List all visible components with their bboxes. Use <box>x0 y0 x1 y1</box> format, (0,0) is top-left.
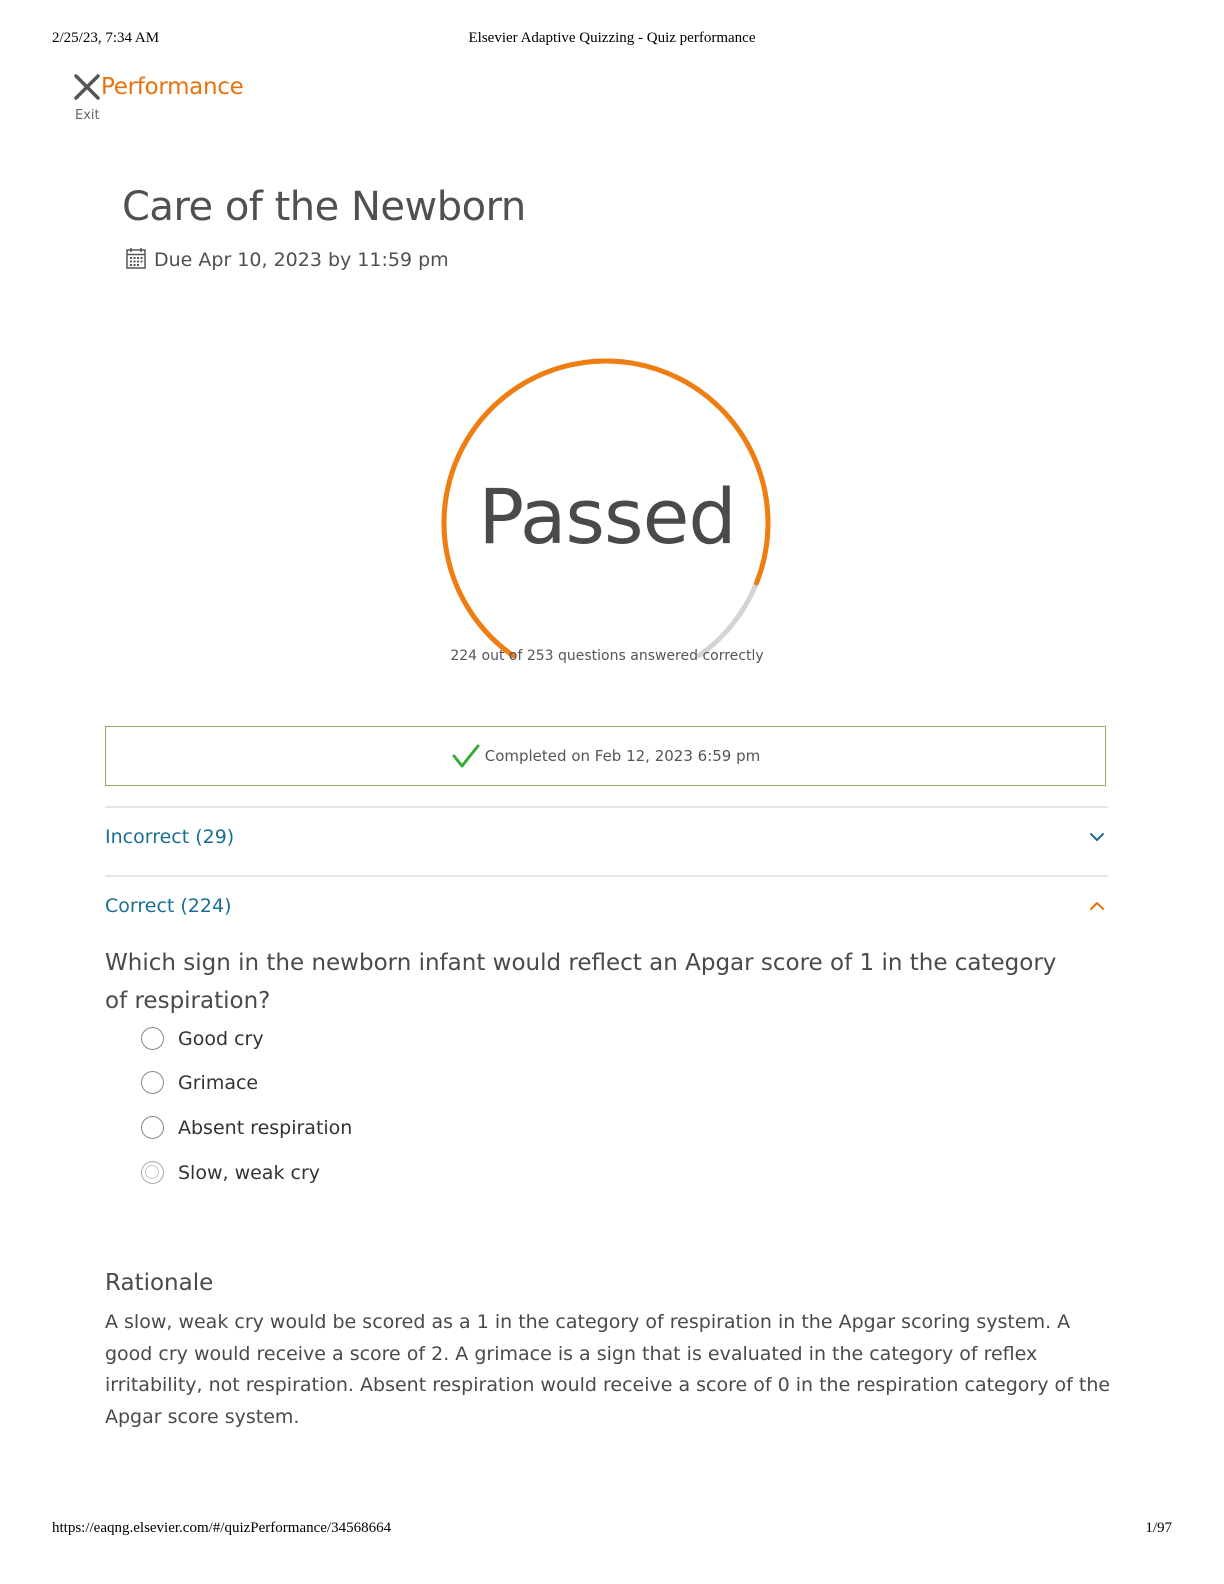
option-label: Grimace <box>178 1072 259 1094</box>
question-text: Which sign in the newborn infant would reflect an Apgar score of 1 in the category of respiration? <box>105 950 1057 1014</box>
due-text: Due Apr 10, 2023 by 11:59 pm <box>154 249 449 271</box>
quiz-title: Care of the Newborn <box>122 184 526 230</box>
answer-option[interactable] <box>141 1072 258 1095</box>
divider <box>105 806 1108 808</box>
radio-button[interactable] <box>141 1071 164 1094</box>
radio-button-selected[interactable] <box>141 1161 164 1184</box>
divider <box>105 875 1108 877</box>
option-label: Absent respiration <box>178 1117 353 1139</box>
radio-button[interactable] <box>141 1116 164 1139</box>
due-date <box>126 247 449 271</box>
completed-text: Completed on Feb 12, 2023 6:59 pm <box>484 747 761 765</box>
chevron-up-icon[interactable] <box>1088 897 1106 915</box>
calendar-icon <box>126 247 146 269</box>
close-icon[interactable] <box>72 72 102 102</box>
chevron-down-icon[interactable] <box>1088 828 1106 846</box>
print-url: https://eaqng.elsevier.com/#/quizPerformance/34568664 <box>52 1520 392 1536</box>
exit-label[interactable]: Exit <box>75 108 100 123</box>
page-title: Performance <box>101 74 244 100</box>
correct-section-toggle[interactable] <box>105 895 1108 917</box>
correct-section-label: Correct (224) <box>105 895 232 917</box>
print-page-title: Elsevier Adaptive Quizzing - Quiz performance <box>468 30 756 46</box>
answer-option-selected[interactable] <box>141 1162 320 1185</box>
checkmark-icon <box>451 743 481 769</box>
rationale-heading: Rationale <box>105 1270 214 1296</box>
rationale-text: A slow, weak cry would be scored as a 1 in the category of respiration in the Apgar scoring system. A good cry would receive a score of 2. A grimace is a sign that is evaluated in the category of reflex irritability, not respiration. Absent respiration would receive a score of 0 in the respiration category of the Apgar score system. <box>105 1311 1111 1428</box>
print-page-number: 1/97 <box>1145 1520 1172 1536</box>
completed-banner <box>105 726 1106 786</box>
answer-option[interactable] <box>141 1117 352 1140</box>
radio-button[interactable] <box>141 1027 164 1050</box>
option-label: Good cry <box>178 1028 264 1050</box>
pass-status: Passed <box>478 472 736 561</box>
incorrect-section-toggle[interactable] <box>105 826 1108 848</box>
score-caption: 224 out of 253 questions answered correctly <box>450 648 764 664</box>
incorrect-section-label: Incorrect (29) <box>105 826 235 848</box>
option-label: Slow, weak cry <box>178 1162 320 1184</box>
answer-option[interactable] <box>141 1028 264 1051</box>
score-gauge <box>432 348 782 658</box>
print-datetime: 2/25/23, 7:34 AM <box>52 30 160 46</box>
